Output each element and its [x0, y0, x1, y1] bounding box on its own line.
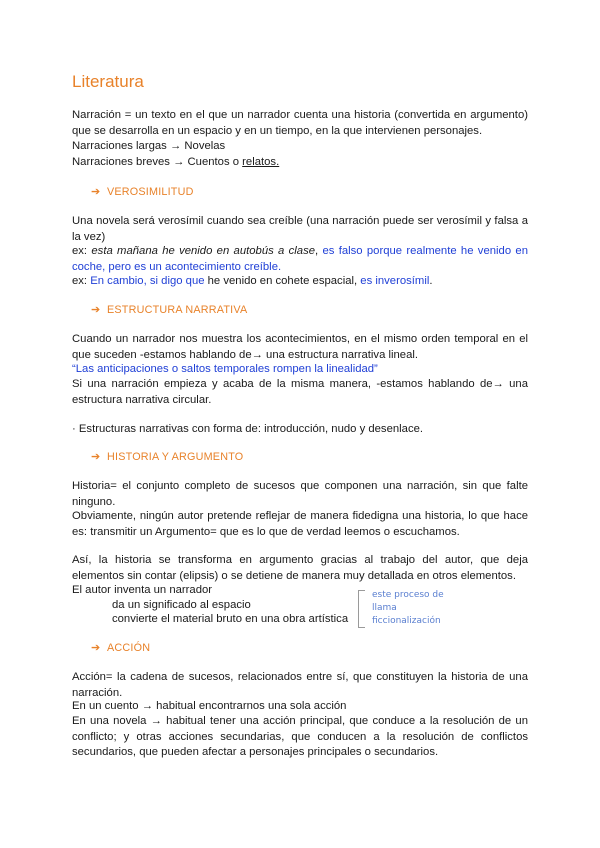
- verosimilitud-definition: Una novela será verosímil cuando sea creíble (una narración puede ser verosímil y falsa a la vez): [72, 215, 528, 243]
- accion-cuento: En un cuento → habitual encontrarnos una sola acción: [72, 700, 347, 712]
- heading-text: VEROSIMILITUD: [107, 186, 194, 198]
- intro-relatos: relatos.: [242, 156, 280, 168]
- historia-list-1: da un significado al espacio: [112, 599, 251, 611]
- intro-short-narrations: [72, 155, 528, 171]
- arrow-icon: ➔: [91, 642, 101, 654]
- heading-estructura: [91, 303, 247, 316]
- heading-verosimilitud: [91, 185, 194, 198]
- example-blue: En cambio, si digo que: [90, 275, 205, 287]
- heading-text: ACCIÓN: [107, 642, 151, 654]
- intro-long-narrations: Narraciones largas → Novelas: [72, 140, 226, 152]
- heading-text: ESTRUCTURA NARRATIVA: [107, 304, 248, 316]
- historia-list-0: El autor inventa un narrador: [72, 584, 213, 596]
- example-blue: es falso porque realmente he venido en coche, pero es un acontecimiento creíble.: [72, 245, 528, 273]
- note-line-1: este proceso de: [372, 590, 444, 600]
- estructura-quote: “Las anticipaciones o saltos temporales rompen la linealidad”: [72, 363, 378, 375]
- example-prefix: ex:: [72, 275, 91, 287]
- heading-text: HISTORIA Y ARGUMENTO: [107, 451, 244, 463]
- arrow-icon: ➔: [91, 186, 101, 198]
- example-end: .: [429, 275, 433, 287]
- accion-novela: En una novela → habitual tener una acción principal, que conduce a la resolución de un conflicto; y otras acciones secundarias, que conducen a la resolución de conflictos secundarios, que pueden afectar a personajes principales o secundarios.: [72, 715, 528, 758]
- heading-historia: [91, 450, 243, 463]
- arrow-icon: ➔: [91, 304, 101, 316]
- arrow-icon: ➔: [91, 451, 101, 463]
- verosimilitud-example-2: [72, 274, 528, 290]
- note-line-2: llama: [372, 603, 397, 613]
- intro-short-prefix: Narraciones breves → Cuentos o: [72, 156, 243, 168]
- verosimilitud-example-1: [72, 244, 528, 275]
- historia-list-2: convierte el material bruto en una obra artística: [112, 613, 349, 625]
- historia-definition: Historia= el conjunto completo de sucesos que componen una narración, sin que falte ninguno.: [72, 480, 528, 508]
- estructura-forma: · Estructuras narrativas con forma de: introducción, nudo y desenlace.: [72, 423, 424, 435]
- page-title: Literatura: [72, 72, 144, 91]
- intro-definition: Narración = un texto en el que un narrador cuenta una historia (convertida en argumento) que se desarrolla en un espacio y en un tiempo, en la que intervienen personajes.: [72, 109, 528, 137]
- example-italic: esta mañana he venido en autobús a clase: [91, 245, 316, 257]
- estructura-lineal: Cuando un narrador nos muestra los acontecimientos, en el mismo orden temporal en el que suceden -estamos hablando de→ una estructura narrativa lineal.: [72, 333, 528, 361]
- historia-transformacion: Así, la historia se transforma en argumento gracias al trabajo del autor, que deja elementos sin contar (elipsis) o se detiene de manera muy detallada en otros elementos.: [72, 554, 528, 582]
- accion-definition: Acción= la cadena de sucesos, relacionados entre sí, que constituyen la historia de una narración.: [72, 671, 528, 699]
- example-mid: he venido en cohete espacial,: [204, 275, 361, 287]
- example-prefix: ex:: [72, 245, 92, 257]
- heading-accion: [91, 641, 150, 654]
- historia-argumento: Obviamente, ningún autor pretende reflejar de manera fidedigna una historia, lo que hace es: transmitir un Argumento= que es lo que de verdad leemos o escuchamos.: [72, 510, 528, 538]
- handwritten-bracket: [358, 590, 365, 628]
- example-blue-2: es inverosímil: [360, 275, 430, 287]
- note-line-3: ficcionalización: [372, 616, 441, 626]
- example-comma: ,: [315, 245, 323, 257]
- handwritten-note: [372, 589, 444, 628]
- estructura-circular: Si una narración empieza y acaba de la misma manera, -estamos hablando de→ una estructura narrativa circular.: [72, 378, 528, 406]
